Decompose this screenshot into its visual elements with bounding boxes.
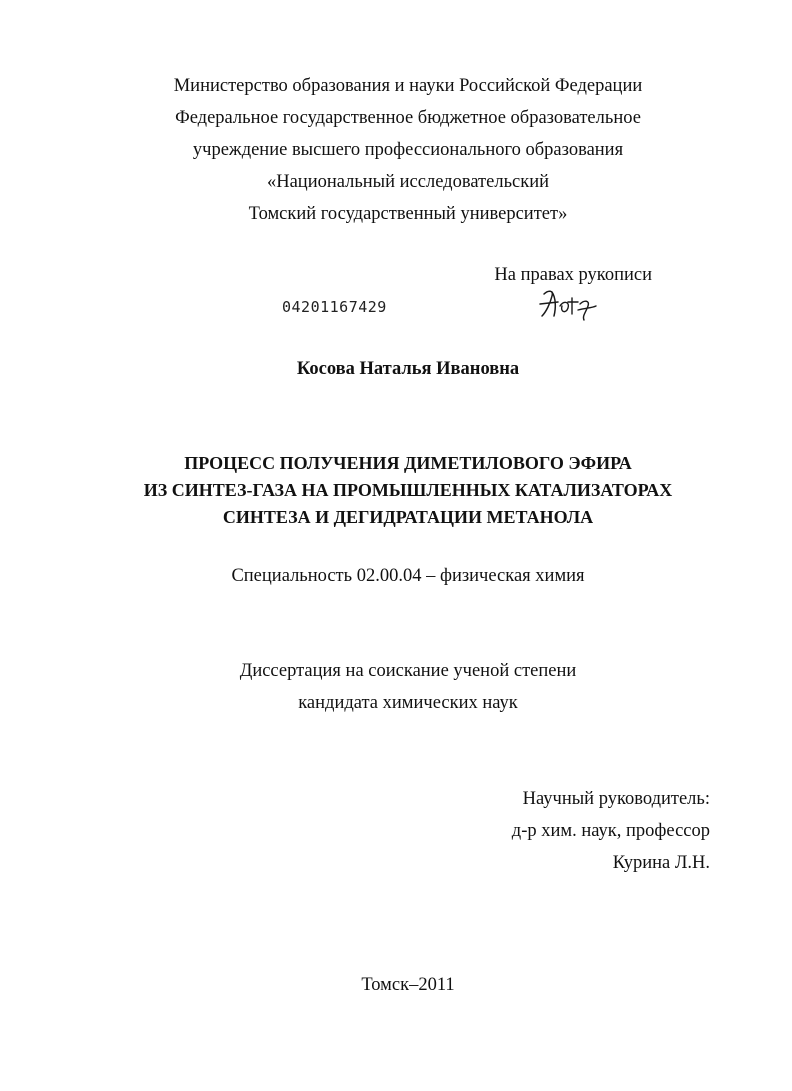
dissertation-degree-line-1: Диссертация на соискание ученой степени xyxy=(239,661,577,681)
supervisor-name: Курина Л.Н. xyxy=(612,853,710,873)
thesis-title-line-1: ПРОЦЕСС ПОЛУЧЕНИЯ ДИМЕТИЛОВОГО ЭФИРА xyxy=(184,453,632,473)
header-line-university-name-2: Томский государственный университет» xyxy=(248,204,568,224)
thesis-title-line-2: ИЗ СИНТЕЗ-ГАЗА НА ПРОМЫШЛЕННЫХ КАТАЛИЗАТОРАХ xyxy=(143,480,673,500)
speciality: Специальность 02.00.04 – физическая химия xyxy=(231,566,585,586)
header-line-ministry: Министерство образования и науки Российской Федерации xyxy=(173,76,643,96)
manuscript-rights-label: На правах рукописи xyxy=(494,265,652,285)
author-name: Косова Наталья Ивановна xyxy=(296,359,520,379)
inventory-number: 04201167429 xyxy=(282,298,387,316)
thesis-title-line-3: СИНТЕЗА И ДЕГИДРАТАЦИИ МЕТАНОЛА xyxy=(222,507,594,527)
handwritten-signature-icon xyxy=(538,286,598,322)
header-line-education-level: учреждение высшего профессионального образования xyxy=(192,140,624,160)
header-line-university-name-1: «Национальный исследовательский xyxy=(266,172,550,192)
supervisor-label: Научный руководитель: xyxy=(522,789,710,809)
supervisor-degree: д-р хим. наук, профессор xyxy=(511,821,710,841)
dissertation-degree-line-2: кандидата химических наук xyxy=(298,693,518,713)
place-year: Томск–2011 xyxy=(361,975,455,995)
header-line-institution-type: Федеральное государственное бюджетное образовательное xyxy=(175,108,641,128)
